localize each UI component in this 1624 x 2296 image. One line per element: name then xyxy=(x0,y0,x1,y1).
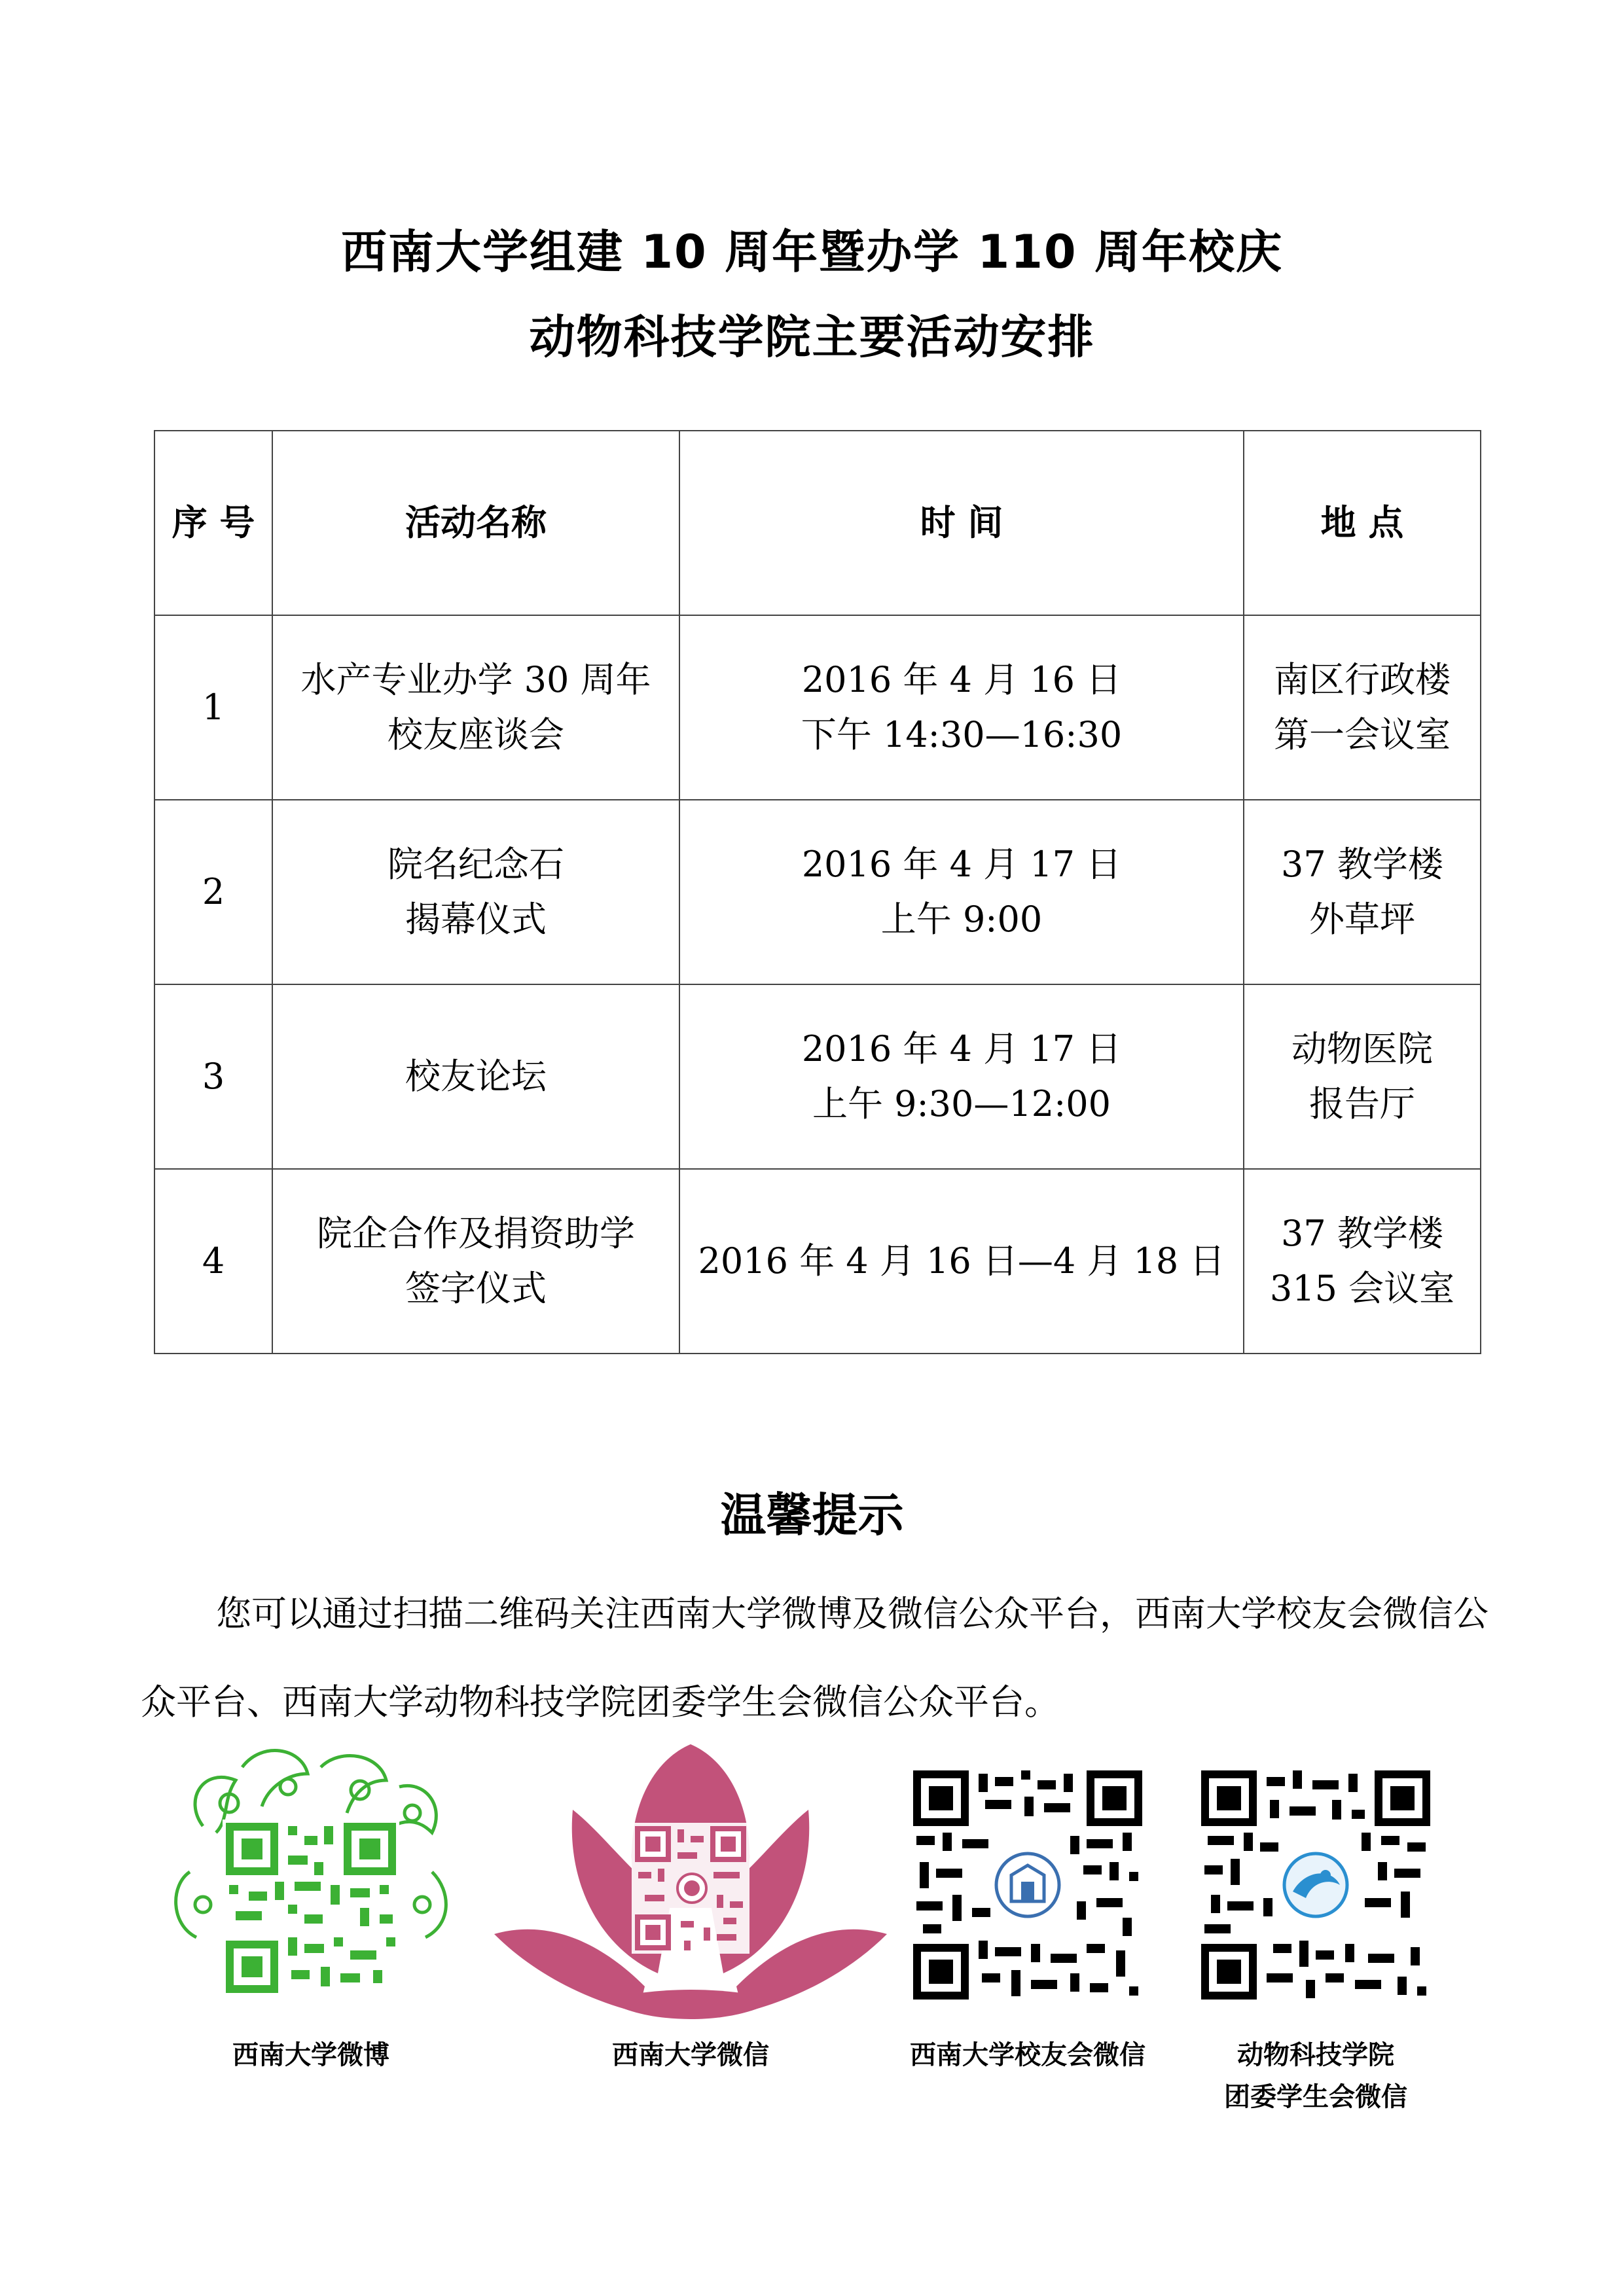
page-title: 西南大学组建 10 周年暨办学 110 周年校庆 xyxy=(340,225,1283,279)
header-no: 序 号 xyxy=(154,431,272,615)
activity-place-cell xyxy=(1244,984,1481,1169)
tips-title: 温馨提示 xyxy=(720,1488,904,1542)
activity-place-cell-line: 南区行政楼 xyxy=(1274,659,1451,700)
activity-time-cell-line: 2016 年 4 月 17 日 xyxy=(801,844,1122,885)
activity-name-cell-line: 签字仪式 xyxy=(405,1268,547,1309)
activity-name-cell-line: 校友论坛 xyxy=(405,1056,547,1097)
activity-place-cell xyxy=(1244,1169,1481,1354)
table-row xyxy=(154,615,1481,800)
table-row xyxy=(154,984,1481,1169)
activity-place-cell xyxy=(1244,615,1481,800)
table-row xyxy=(154,1169,1481,1354)
weibo-qr-code xyxy=(164,1741,458,2029)
activity-place-cell-line: 报告厅 xyxy=(1309,1083,1415,1124)
activity-time-cell-line: 2016 年 4 月 16 日 xyxy=(801,659,1122,700)
row-number-cell: 4 xyxy=(154,1169,272,1354)
weibo-qr-icon xyxy=(164,1741,458,2029)
header-time: 时 间 xyxy=(679,431,1244,615)
activity-name-cell-line: 揭幕仪式 xyxy=(405,899,547,940)
row-number-cell: 3 xyxy=(154,984,272,1169)
activity-place-cell-line: 37 教学楼 xyxy=(1281,844,1443,885)
activity-time-cell-line: 上午 9:30—12:00 xyxy=(812,1083,1111,1124)
alumni-qr-icon xyxy=(913,1770,1142,2000)
activity-place-cell xyxy=(1244,800,1481,984)
activity-time-cell xyxy=(679,984,1244,1169)
activity-time-cell xyxy=(679,615,1244,800)
activity-name-cell xyxy=(272,615,679,800)
wechat-qr-code xyxy=(488,1738,893,2032)
qr-caption-alumni: 西南大学校友会微信 xyxy=(910,2039,1146,2070)
activity-time-cell-line: 下午 14:30—16:30 xyxy=(801,714,1123,755)
qr-caption-wechat: 西南大学微信 xyxy=(612,2039,769,2070)
alumni-qr-code xyxy=(913,1770,1142,2000)
activity-time-cell-line: 上午 9:00 xyxy=(880,899,1043,940)
lotus-qr-icon xyxy=(488,1738,893,2032)
activity-schedule-table xyxy=(154,430,1481,1354)
activity-time-cell xyxy=(679,800,1244,984)
activity-place-cell-line: 外草坪 xyxy=(1309,899,1415,940)
tips-body: 您可以通过扫描二维码关注西南大学微博及微信公众平台，西南大学校友会微信公众平台、西南大学动物科技学院团委学生会微信公众平台。 xyxy=(141,1593,1489,1723)
activity-place-cell-line: 第一会议室 xyxy=(1274,714,1451,755)
activity-name-cell-line: 院企合作及捐资助学 xyxy=(317,1213,635,1254)
qr-caption-college: 动物科技学院 团委学生会微信 xyxy=(1224,2039,1407,2112)
activity-place-cell-line: 37 教学楼 xyxy=(1281,1213,1443,1254)
row-number-cell: 2 xyxy=(154,800,272,984)
header-name: 活动名称 xyxy=(272,431,679,615)
table-header-row xyxy=(154,431,1481,615)
header-place: 地 点 xyxy=(1244,431,1481,615)
activity-place-cell-line: 动物医院 xyxy=(1291,1028,1433,1069)
activity-name-cell xyxy=(272,800,679,984)
table-row xyxy=(154,800,1481,984)
row-number-cell: 1 xyxy=(154,615,272,800)
college-qr-code xyxy=(1201,1770,1430,2000)
activity-place-cell-line: 315 会议室 xyxy=(1269,1268,1455,1309)
activity-name-cell-line: 水产专业办学 30 周年 xyxy=(300,659,651,700)
activity-time-cell xyxy=(679,1169,1244,1354)
page-subtitle: 动物科技学院主要活动安排 xyxy=(529,310,1095,364)
activity-time-cell-line: 2016 年 4 月 16 日—4 月 18 日 xyxy=(698,1240,1225,1282)
activity-name-cell xyxy=(272,1169,679,1354)
qr-caption-weibo: 西南大学微博 xyxy=(232,2039,389,2070)
college-qr-icon xyxy=(1201,1770,1430,2000)
activity-time-cell-line: 2016 年 4 月 17 日 xyxy=(801,1028,1122,1069)
activity-name-cell-line: 校友座谈会 xyxy=(388,714,564,755)
activity-name-cell xyxy=(272,984,679,1169)
activity-name-cell-line: 院名纪念石 xyxy=(388,844,564,885)
